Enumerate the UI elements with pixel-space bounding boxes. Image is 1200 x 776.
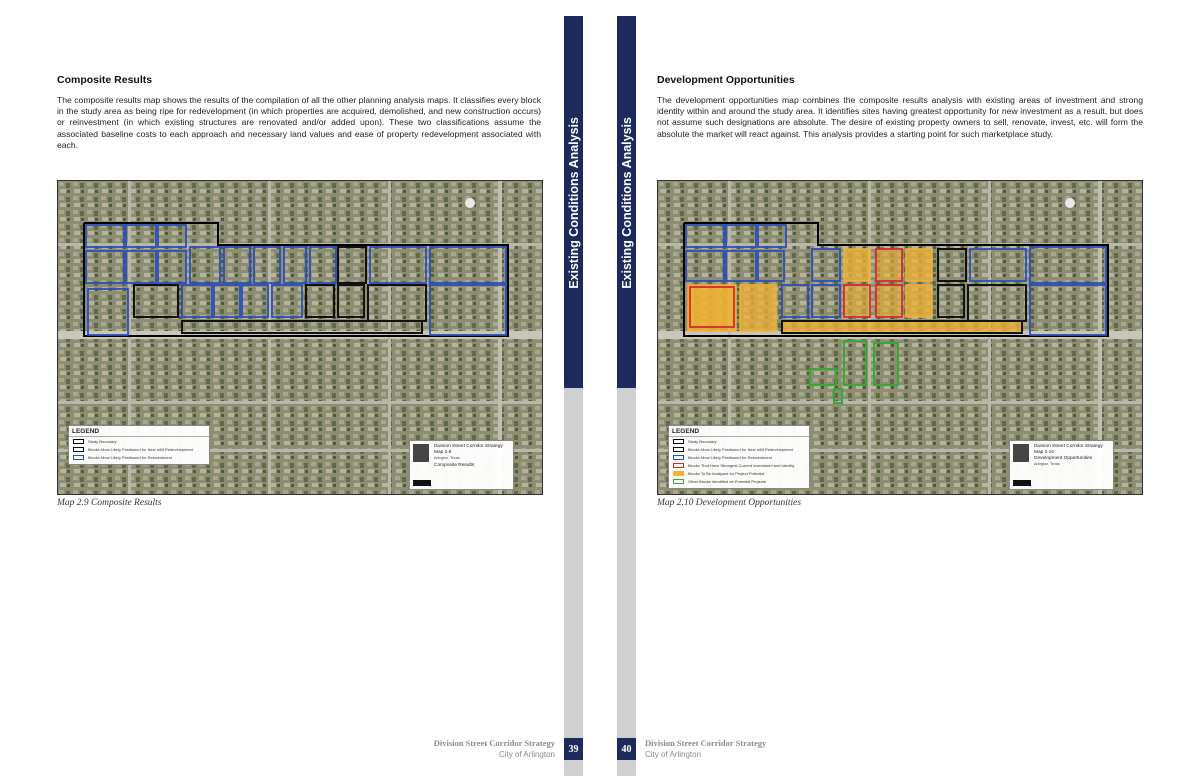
legend-item-label: Study Boundary — [88, 438, 117, 444]
legend-item-label: Blocks Most Likely Positioned for New Infill Redevelopment — [688, 446, 793, 452]
map-title-project: Division Street Corridor Strategy — [1034, 444, 1103, 449]
section-tab-label — [564, 16, 583, 388]
legend-box — [68, 425, 210, 465]
page-number: 39 — [564, 738, 583, 760]
map-caption: Map 2.9 Composite Results — [57, 498, 162, 508]
development-opportunities-paragraph: The development opportunities map combines the composite results analysis with existing areas of investment and strong identity within and around the study area. It identifies sites having greatest opportunity for new investment as a result, but does not assume such designations are absolute. The desire of existing property owners to sell, renovate, invest, etc. will form the absolute the market will react against. This analysis provides a starting point for such marketplace study. — [657, 95, 1143, 139]
section-tab-text: Existing Conditions Analysis — [620, 117, 634, 289]
reinvestment-swatch — [73, 455, 84, 460]
legend-item-label: Blocks Most Likely Positioned for Reinvestment — [688, 454, 773, 460]
map-caption: Map 2.10 Development Opportunities — [657, 498, 802, 508]
legend-item-label: Blocks That Have Strongest Current Investment and Identity — [688, 462, 795, 468]
map-title-block — [409, 440, 514, 490]
legend-box — [668, 425, 810, 489]
footer-subtitle: City of Arlington — [498, 750, 555, 759]
city-seal-logo — [413, 444, 429, 462]
legend-item-label: Blocks Most Likely Positioned for Reinvestment — [88, 454, 173, 460]
map-number: Map 2.9 — [434, 450, 452, 455]
map-subject: Development Opportunities — [1034, 456, 1093, 461]
legend-item — [669, 469, 809, 477]
legend-item — [669, 445, 809, 453]
section-tab-label — [617, 16, 636, 388]
legend-item — [69, 453, 209, 461]
firm-logo — [1013, 480, 1031, 486]
legend-item-label: Study Boundary — [688, 438, 717, 444]
redevelopment-swatch — [73, 447, 84, 452]
composite-results-paragraph: The composite results map shows the results of the compilation of all the other planning analysis maps. It classifies every block in the study area as being ripe for redevelopment (in which properties are acquired, demolished, and new construction occurs) or reinvestment (in which existing structures are renovated and/or added upon). These two classifications assume the associated baseline costs to each approach and necessary land values and ease of property redevelopment associated with each. — [57, 95, 541, 150]
legend-item-label: Other Blocks Identified as Potential Projects — [688, 478, 766, 484]
composite-results-heading: Composite Results — [57, 74, 153, 86]
map-number: Map 2.10 — [1034, 450, 1055, 455]
footer-title: Division Street Corridor Strategy — [433, 738, 555, 748]
redevelopment-swatch — [673, 447, 684, 452]
map-title-project: Division Street Corridor Strategy — [434, 444, 503, 449]
legend-title: LEGEND — [669, 426, 809, 437]
legend-item — [669, 437, 809, 445]
right-page — [600, 0, 1200, 776]
map-title-block — [1009, 440, 1114, 490]
development-opportunities-heading: Development Opportunities — [657, 74, 795, 86]
legend-item — [69, 437, 209, 445]
development-opportunities-map — [657, 180, 1143, 495]
legend-item — [669, 477, 809, 485]
city-seal-logo — [1013, 444, 1029, 462]
firm-logo — [413, 480, 431, 486]
potential-projects-swatch — [673, 479, 684, 484]
reinvestment-swatch — [673, 455, 684, 460]
legend-item-label: Blocks To Be Analyzed for Project Potential — [688, 470, 765, 476]
footer-subtitle: City of Arlington — [645, 750, 702, 759]
legend-item — [69, 445, 209, 453]
section-tab-text: Existing Conditions Analysis — [567, 117, 581, 289]
legend-item — [669, 453, 809, 461]
map-location: Arlington, Texas — [434, 456, 460, 460]
investment-swatch — [673, 463, 684, 468]
page-number: 40 — [617, 738, 636, 760]
legend-title: LEGEND — [69, 426, 209, 437]
legend-item-label: Blocks Most Likely Positioned for New Infill Redevelopment — [88, 446, 193, 452]
composite-results-map — [57, 180, 543, 495]
study-boundary-swatch — [73, 439, 84, 444]
analyze-swatch — [673, 471, 684, 476]
footer-title: Division Street Corridor Strategy — [645, 738, 767, 748]
legend-item — [669, 461, 809, 469]
map-subject: Composite Results — [434, 463, 475, 468]
map-location: Arlington, Texas — [1034, 462, 1060, 466]
study-boundary-swatch — [673, 439, 684, 444]
